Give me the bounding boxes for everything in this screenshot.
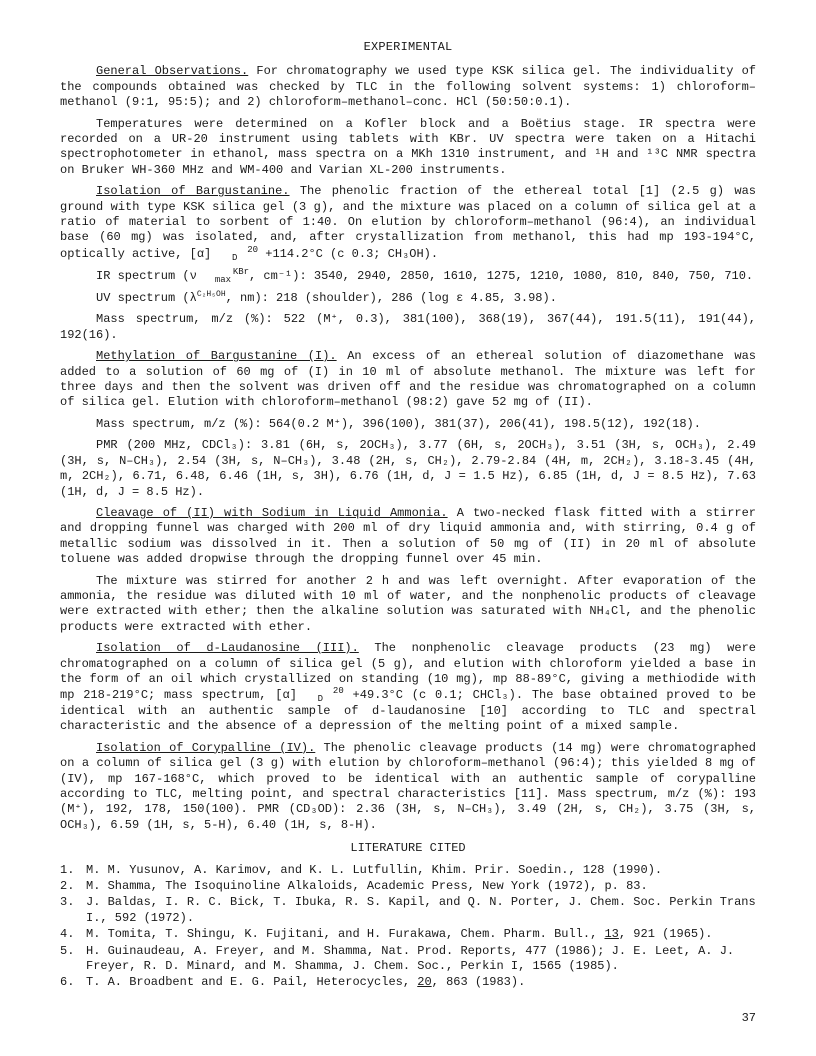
paper-page xyxy=(60,40,756,992)
reference-tail: , 921 (1965). xyxy=(618,927,713,942)
reference-number: 3. xyxy=(60,895,75,910)
isolation-bargustanine-tail: +114.2°C (c 0.3; CH₃OH). xyxy=(258,247,439,262)
laudanosine-text: The nonphenolic cleavage products (23 mg) were chromatographed on a column of silica gel (5 g), and elution with chloroform yielded a base in the form of an oil which crystallized on standing (10 mg), mp 88-89°C, giving a methiodide with mp 218-219°C; mass spectrum, [α] xyxy=(60,641,756,703)
cleavage-paragraph xyxy=(60,506,756,568)
page-number: 37 xyxy=(741,1011,756,1025)
rotation-line: D xyxy=(231,252,238,263)
methylation-title: Methylation of Bargustanine (I). xyxy=(96,349,337,364)
laudanosine-paragraph xyxy=(60,641,756,735)
reference-text: J. Baldas, I. R. C. Bick, T. Ibuka, R. S. Kapil, and Q. N. Porter, J. Chem. Soc. Perkin Trans I., 592 (1972). xyxy=(86,895,756,925)
section-heading: EXPERIMENTAL xyxy=(363,40,453,54)
rotation-temp: 20 xyxy=(247,244,259,255)
mass-spectrum-1: Mass spectrum, m/z (%): 522 (M⁺, 0.3), 381(100), 368(19), 367(44), 191.5(11), 191(44), 192(16). xyxy=(60,312,756,342)
pmr-paragraph: PMR (200 MHz, CDCl₃): 3.81 (6H, s, 2OCH₃), 3.77 (6H, s, 2OCH₃), 3.51 (3H, s, OCH₃), 2.49 (3H, s, N–CH₃), 2.54 (3H, s, N–CH₃), 3.48 (2H, s, CH₂), 2.79-2.84 (4H, m, 2CH₂), 3.18-3.45 (4H, m, 2CH₂), 6.71, 6.48, 6.46 (1H, s, 3H), 6.76 (1H, d, J = 1.5 Hz), 6.85 (1H, d, J = 8.5 Hz), 7.63 (1H, d, J = 8.5 Hz). xyxy=(60,438,756,499)
reference-item xyxy=(60,895,756,926)
corypalline-paragraph xyxy=(60,741,756,833)
ir-values: , cm⁻¹): 3540, 2940, 2850, 1610, 1275, 1210, 1080, 810, 840, 750, 710. xyxy=(249,269,754,284)
general-observations-paragraph xyxy=(60,64,756,110)
general-observations-text: For chromatography we used type KSK silica gel. The individuality of the compounds obtained was checked by TLC in the following solvent systems: 1) chloroform–methanol (9:1, 95:5); and 2) chloroform–methanol–conc. HCl (50:50:0.1). xyxy=(60,64,756,110)
reference-volume: 13 xyxy=(604,927,619,942)
reference-number: 6. xyxy=(60,975,75,990)
laudanosine-rotation-temp: 20 xyxy=(332,686,344,697)
reference-item xyxy=(60,944,756,975)
reference-item xyxy=(60,863,756,878)
temperatures-paragraph: Temperatures were determined on a Kofler block and a Boëtius stage. IR spectra were recorded on a UR-20 instrument using tablets with KBr. UV spectra were taken on a Hitachi spectrophotometer in ethanol, mass spectra on a MKh 1310 instrument, and ¹H and ¹³C NMR spectra on Bruker WH-360 MHz and WM-400 and Varian XL-200 instruments. xyxy=(60,116,756,177)
reference-text: M. M. Yusunov, A. Karimov, and K. L. Lutfullin, Khim. Prir. Soedin., 128 (1990). xyxy=(86,862,663,877)
reference-volume: 20 xyxy=(417,975,432,990)
cleavage-title: Cleavage of (II) with Sodium in Liquid Ammonia. xyxy=(96,505,448,520)
reference-number: 2. xyxy=(60,879,75,894)
literature-cited-heading: LITERATURE CITED xyxy=(350,841,466,856)
ir-spectrum-line xyxy=(60,268,756,285)
methylation-text: An excess of an ethereal solution of diazomethane was added to a solution of 60 mg of (I) in 10 ml of absolute methanol. The mixture was left for three days and then the solvent was driven off and the residue was chromatographed on a column of silica gel. Elution with chloroform–methanol (98:2) gave 52 mg of (II). xyxy=(60,349,756,410)
reference-text: T. A. Broadbent and E. G. Pail, Heterocycles, xyxy=(86,975,418,990)
laudanosine-rotation-index xyxy=(297,687,344,703)
reference-text: H. Guinaudeau, A. Freyer, and M. Shamma, Nat. Prod. Reports, 477 (1986); J. E. Leet, A. J. Freyer, R. D. Minard, and M. Shamma, J. Chem. Soc., Perkin I, 1565 (1985). xyxy=(86,943,735,974)
isolation-bargustanine-text: The phenolic fraction of the ethereal total [1] (2.5 g) was ground with type KSK silica gel (3 g), and the mixture was placed on a column of silica gel at a ratio of material to sorbent of 1:40. On elution by chloroform–methanol (96:4), an individual base (60 mg) was isolated, and, after crystallization from methanol, this had mp 193-194°C, optically active, [α] xyxy=(60,184,756,262)
methylation-paragraph xyxy=(60,349,756,411)
reference-number: 1. xyxy=(60,862,75,877)
mass-spectrum-2: Mass spectrum, m/z (%): 564(0.2 M⁺), 396(100), 381(37), 206(41), 198.5(12), 192(18). xyxy=(96,416,701,431)
general-observations-title: General Observations. xyxy=(96,64,249,79)
uv-sup: C₂H₅OH xyxy=(196,290,226,300)
reference-number: 5. xyxy=(60,943,75,958)
uv-spectrum-line xyxy=(60,291,756,306)
reference-tail: , 863 (1983). xyxy=(431,975,526,990)
ir-sup: KBr xyxy=(232,267,250,278)
laudanosine-rotation-line: D xyxy=(317,694,324,705)
ir-sub-sup xyxy=(197,268,249,284)
uv-prefix: UV spectrum (λ xyxy=(96,291,197,306)
reference-item xyxy=(60,879,756,894)
reference-text: M. Tomita, T. Shingu, K. Fujitani, and H. Furakawa, Chem. Pharm. Bull., xyxy=(86,927,605,942)
laudanosine-title: Isolation of d-Laudanosine (III). xyxy=(96,641,359,656)
laudanosine-tail: +49.3°C (c 0.1; CHCl₃). The base obtained proved to be identical with an authentic sample of d-laudanosine [10] according to TLC and spectral characteristic and the absence of a depression of the melting point of a mixed sample. xyxy=(60,688,756,734)
reference-text: M. Shamma, The Isoquinoline Alkaloids, Academic Press, New York (1972), p. 83. xyxy=(86,879,648,894)
ir-sub: max xyxy=(214,275,232,286)
isolation-bargustanine-title: Isolation of Bargustanine. xyxy=(96,184,290,199)
isolation-bargustanine-paragraph xyxy=(60,184,756,262)
optical-rotation-index xyxy=(211,246,258,262)
uv-values: , nm): 218 (shoulder), 286 (log ε 4.85, 3.98). xyxy=(225,291,557,306)
stirred-paragraph: The mixture was stirred for another 2 h and was left overnight. After evaporation of the ammonia, the residue was diluted with 10 ml of water, and the nonphenolic products of cleavage were extracted with ether; then the alkaline solution was saturated with NH₄Cl, and the phenolic products were extracted with ether. xyxy=(60,573,756,634)
corypalline-text: The phenolic cleavage products (14 mg) were chromatographed on a column of silica gel (3 g) with elution by chloroform–methanol (96:4); this yielded 8 mg of (IV), mp 167-168°C, which proved to be identical with an authentic sample of corypalline according to TLC, melting point, and spectral characteristics [11]. Mass spectrum, m/z (%): 193 (M⁺), 192, 178, 150(100). PMR (CD₃OD): 2.36 (3H, s, N–CH₃), 3.49 (2H, s, CH₂), 3.75 (3H, s, OCH₃), 6.59 (1H, s, 5-H), 6.40 (1H, s, 8-H). xyxy=(60,740,756,832)
ir-prefix: IR spectrum (ν xyxy=(96,269,197,284)
reference-number: 4. xyxy=(60,927,75,942)
reference-list xyxy=(60,863,756,991)
reference-item xyxy=(60,927,756,942)
corypalline-title: Isolation of Corypalline (IV). xyxy=(96,740,316,755)
reference-item xyxy=(60,975,756,990)
cleavage-text: A two-necked flask fitted with a stirrer and dropping funnel was charged with 200 ml of dry liquid ammonia and, with stirring, 0.4 g of metallic sodium was dissolved in it. Then a solution of 50 mg of (II) in 20 ml of absolute toluene was added dropwise through the dropping funnel over 45 min. xyxy=(60,505,756,567)
